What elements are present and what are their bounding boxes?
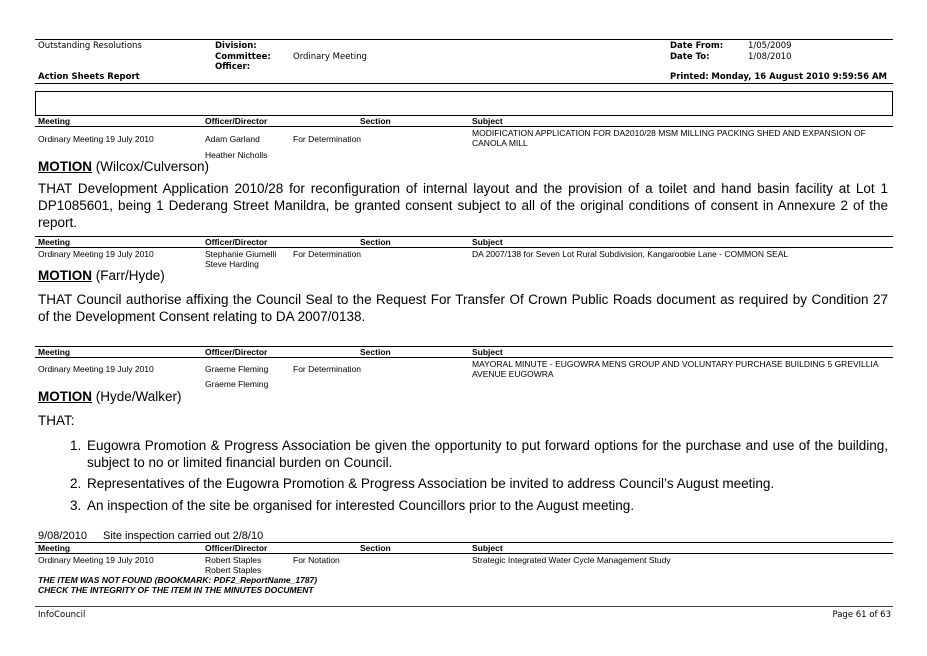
item-subject: MAYORAL MINUTE - EUGOWRA MENS GROUP AND VOLUNTARY PURCHASE BUILDING 5 GREVILLIA AVENUE EUGOWRA	[472, 359, 879, 379]
motion-word: MOTION	[38, 389, 92, 404]
error-message: THE ITEM WAS NOT FOUND (BOOKMARK: PDF2_ReportName_1787)	[38, 575, 318, 585]
report-type: Action Sheets Report	[38, 72, 140, 82]
committee-value: Ordinary Meeting	[293, 52, 367, 62]
printed-stamp	[670, 72, 887, 82]
col-section-header: Section	[360, 347, 391, 357]
date-from-label: Date From:	[670, 41, 724, 51]
section-box	[35, 91, 893, 116]
col-officer-header: Officer/Director	[205, 237, 268, 247]
row-rule	[35, 346, 893, 347]
division-label: Division:	[215, 41, 257, 51]
date-from-value: 1/05/2009	[748, 41, 792, 51]
item-meeting: Ordinary Meeting 19 July 2010	[38, 134, 154, 144]
resolution-point: An inspection of the site be organised for interested Councillors prior to the August meeting.	[87, 498, 635, 513]
item-section: For Notation	[293, 555, 340, 565]
resolution-text: THAT Council authorise affixing the Council Seal to the Request For Transfer Of Crown Public Roads document as required by Condition 27 of the Development Consent relating to DA 2007/0138.	[38, 292, 888, 324]
printed-label: Printed:	[670, 72, 709, 82]
item-meeting: Ordinary Meeting 19 July 2010	[38, 364, 154, 374]
motion-heading	[38, 159, 209, 174]
motion-movers: (Hyde/Walker)	[95, 389, 182, 404]
action-note-date: 9/08/2010	[38, 530, 87, 542]
col-meeting-header: Meeting	[38, 116, 71, 126]
col-officer-header: Officer/Director	[205, 347, 268, 357]
row-rule	[35, 553, 893, 554]
col-section-header: Section	[360, 543, 391, 553]
col-subject-header: Subject	[472, 116, 503, 126]
motion-movers: (Wilcox/Culverson)	[95, 159, 210, 174]
committee-label: Committee:	[215, 52, 271, 62]
col-section-header: Section	[360, 116, 391, 126]
resolution-point: Eugowra Promotion & Progress Association be given the opportunity to put forward options for the purchase and use of the building, subject to no or limited financial burden on Council.	[87, 438, 888, 470]
item-director: Robert Staples	[205, 565, 262, 575]
motion-word: MOTION	[38, 159, 92, 174]
row-rule	[35, 126, 893, 127]
col-meeting-header: Meeting	[38, 543, 71, 553]
item-meeting: Ordinary Meeting 19 July 2010	[38, 555, 154, 565]
col-officer-header: Officer/Director	[205, 543, 268, 553]
header-bottom-rule	[35, 83, 893, 84]
footer-left: InfoCouncil	[38, 610, 86, 620]
motion-heading	[38, 389, 182, 404]
row-rule	[35, 115, 893, 116]
motion-heading	[38, 268, 165, 283]
motion-word: MOTION	[38, 268, 92, 283]
row-rule	[35, 357, 893, 358]
col-subject-header: Subject	[472, 543, 503, 553]
row-rule	[35, 247, 893, 248]
resolution-text: THAT Development Application 2010/28 for reconfiguration of internal layout and the provision of a toilet and hand basin facility at Lot 1 DP1085601, being 1 Dederang Street Manildra, be granted consent subject to all of the original conditions of consent in Annexure 2 of the report.	[38, 181, 888, 230]
item-director: Graeme Fleming	[205, 379, 269, 389]
col-subject-header: Subject	[472, 237, 503, 247]
item-officer: Stephanie Giumelli	[205, 249, 277, 259]
list-number: 2.	[70, 476, 82, 491]
col-officer-header: Officer/Director	[205, 116, 268, 126]
item-director: Steve Harding	[205, 259, 259, 269]
resolution-point: Representatives of the Eugowra Promotion & Progress Association be invited to address Council’s August meeting.	[87, 476, 775, 491]
page-number: Page 61 of 63	[832, 610, 891, 620]
list-number: 3.	[70, 498, 82, 513]
item-subject: DA 2007/138 for Seven Lot Rural Subdivision, Kangaroobie Lane - COMMON SEAL	[472, 249, 789, 259]
col-subject-header: Subject	[472, 347, 503, 357]
item-director: Heather Nicholls	[205, 150, 268, 160]
col-section-header: Section	[360, 237, 391, 247]
row-rule	[35, 542, 893, 543]
motion-movers: (Farr/Hyde)	[95, 268, 165, 283]
item-officer: Robert Staples	[205, 555, 262, 565]
item-officer: Graeme Fleming	[205, 364, 269, 374]
report-name: Outstanding Resolutions	[38, 41, 142, 51]
resolution-that: THAT:	[38, 413, 75, 428]
item-section: For Determination	[293, 249, 362, 259]
footer-rule	[35, 606, 893, 607]
item-section: For Determination	[293, 364, 362, 374]
col-meeting-header: Meeting	[38, 347, 71, 357]
row-rule	[35, 236, 893, 237]
item-subject: Strategic Integrated Water Cycle Management Study	[472, 555, 671, 565]
item-officer: Adam Garland	[205, 134, 260, 144]
item-section: For Determination	[293, 134, 362, 144]
item-meeting: Ordinary Meeting 19 July 2010	[38, 249, 154, 259]
action-note-text: Site inspection carried out 2/8/10	[103, 530, 264, 542]
officer-label: Officer:	[215, 62, 251, 72]
date-to-value: 1/08/2010	[748, 52, 792, 62]
date-to-label: Date To:	[670, 52, 710, 62]
col-meeting-header: Meeting	[38, 237, 71, 247]
header-top-rule	[35, 39, 893, 40]
item-subject: MODIFICATION APPLICATION FOR DA2010/28 MSM MILLING PACKING SHED AND EXPANSION OF CANOLA MILL	[472, 128, 866, 148]
error-message: CHECK THE INTEGRITY OF THE ITEM IN THE MINUTES DOCUMENT	[38, 585, 314, 595]
list-number: 1.	[70, 438, 82, 453]
printed-value: Monday, 16 August 2010 9:59:56 AM	[711, 72, 888, 82]
